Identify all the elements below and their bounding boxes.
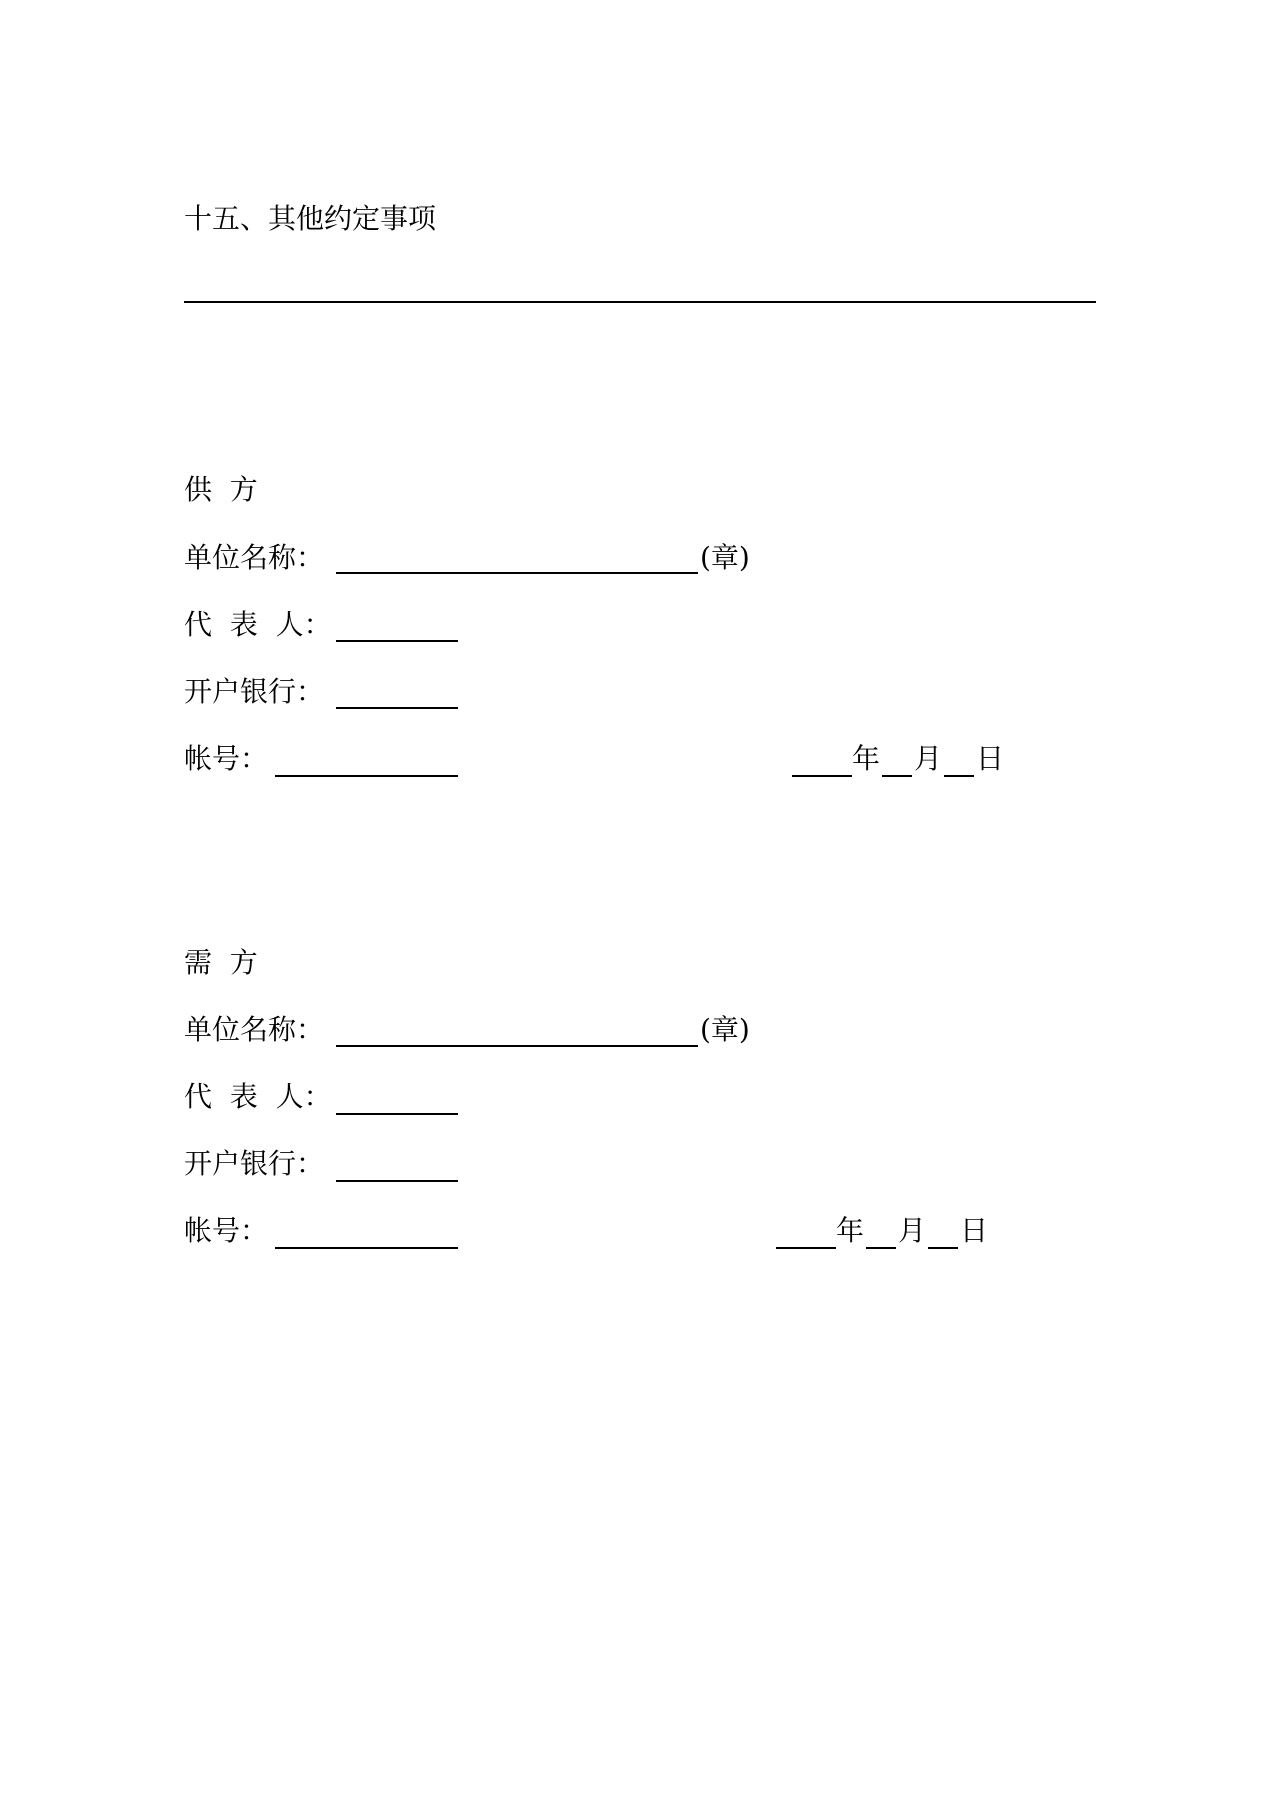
supplier-representative-label: 代 表 人： bbox=[184, 608, 332, 641]
buyer-month-field[interactable] bbox=[866, 1247, 896, 1249]
buyer-month-label: 月 bbox=[898, 1214, 927, 1247]
buyer-unit-name-field[interactable] bbox=[336, 1045, 698, 1047]
supplier-account-label: 帐号： bbox=[184, 742, 269, 775]
other-terms-blank-line[interactable] bbox=[184, 301, 1096, 303]
supplier-day-label: 日 bbox=[976, 742, 1005, 775]
section-heading: 十五、其他约定事项 bbox=[184, 202, 437, 235]
buyer-year-label: 年 bbox=[836, 1214, 865, 1247]
buyer-unit-name-label: 单位名称： bbox=[184, 1013, 325, 1046]
buyer-account-field[interactable] bbox=[275, 1247, 458, 1249]
buyer-day-label: 日 bbox=[960, 1214, 989, 1247]
supplier-representative-field[interactable] bbox=[336, 640, 458, 642]
buyer-title: 需 方 bbox=[184, 946, 258, 979]
buyer-representative-label: 代 表 人： bbox=[184, 1080, 332, 1113]
supplier-day-field[interactable] bbox=[944, 775, 974, 777]
buyer-year-field[interactable] bbox=[776, 1247, 836, 1249]
buyer-account-label: 帐号： bbox=[184, 1214, 269, 1247]
supplier-account-field[interactable] bbox=[275, 775, 458, 777]
buyer-seal-label: (章) bbox=[700, 1013, 750, 1046]
supplier-bank-label: 开户银行： bbox=[184, 675, 325, 708]
supplier-seal-label: (章) bbox=[700, 541, 750, 574]
supplier-unit-name-field[interactable] bbox=[336, 572, 698, 574]
buyer-day-field[interactable] bbox=[928, 1247, 958, 1249]
supplier-unit-name-label: 单位名称： bbox=[184, 541, 325, 574]
supplier-year-field[interactable] bbox=[792, 775, 852, 777]
supplier-month-label: 月 bbox=[914, 742, 943, 775]
supplier-title: 供 方 bbox=[184, 473, 258, 506]
buyer-bank-label: 开户银行： bbox=[184, 1147, 325, 1180]
supplier-year-label: 年 bbox=[852, 742, 881, 775]
supplier-month-field[interactable] bbox=[882, 775, 912, 777]
supplier-bank-field[interactable] bbox=[336, 707, 458, 709]
buyer-bank-field[interactable] bbox=[336, 1180, 458, 1182]
buyer-representative-field[interactable] bbox=[336, 1113, 458, 1115]
